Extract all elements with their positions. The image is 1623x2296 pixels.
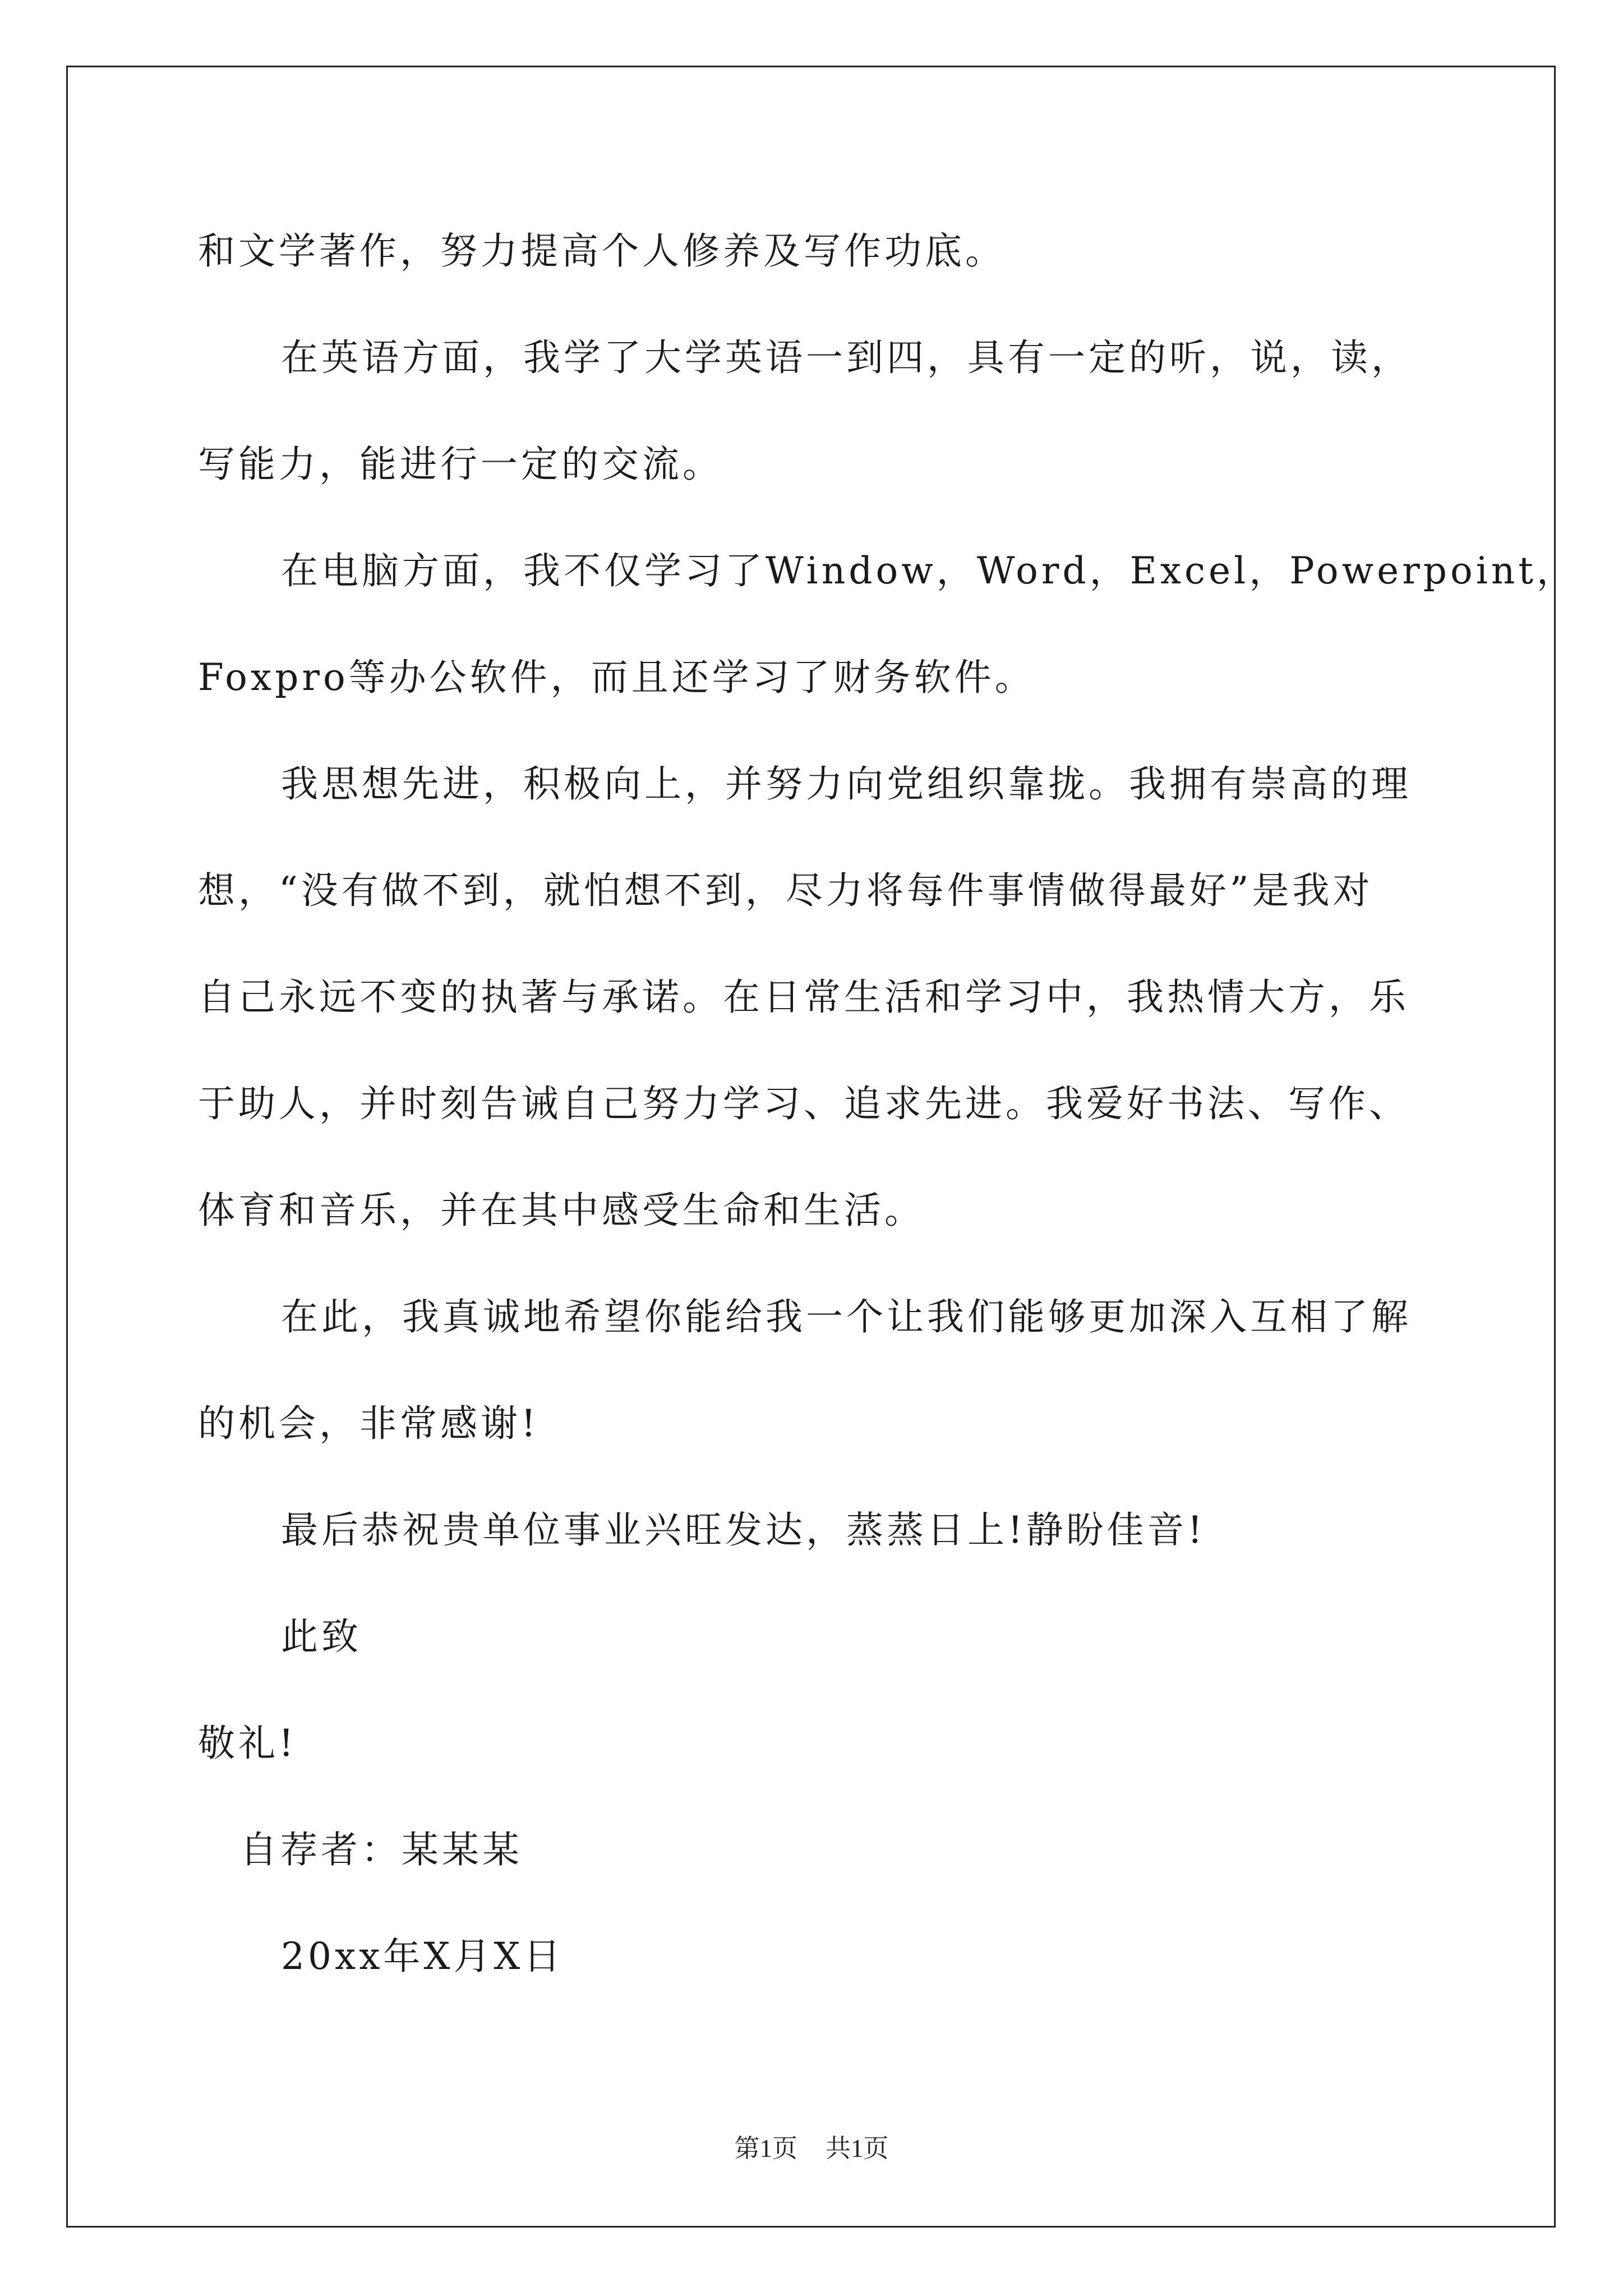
text-line: 写能力，能进行一定的交流。 (198, 443, 723, 486)
text-line: 我思想先进，积极向上，并努力向党组织靠拢。我拥有崇高的理 (281, 762, 1412, 806)
text-line: 在英语方面，我学了大学英语一到四，具有一定的听，说，读， (281, 336, 1412, 379)
text-line: 在电脑方面，我不仅学习了Window，Word，Excel，Powerpoint， (281, 549, 1577, 592)
text-line: Foxpro等办公软件，而且还学习了财务软件。 (198, 656, 1035, 699)
page-footer (0, 2128, 1623, 2164)
text-line: 于助人，并时刻告诫自己努力学习、追求先进。我爱好书法、写作、 (198, 1082, 1409, 1125)
text-line: 自己永远不变的执著与承诺。在日常生活和学习中，我热情大方，乐 (198, 976, 1409, 1019)
text-line: 和文学著作，努力提高个人修养及写作功底。 (198, 229, 1006, 273)
text-line: 的机会，非常感谢! (198, 1402, 540, 1445)
text-line: 想，“没有做不到，就怕想不到，尽力将每件事情做得最好”是我对 (198, 869, 1373, 912)
page-number: 第1页 (734, 2134, 797, 2162)
text-line: 最后恭祝贵单位事业兴旺发达，蒸蒸日上!静盼佳音! (281, 1508, 1206, 1552)
page-border (66, 66, 1556, 2228)
date-line: 20xx年X月X日 (281, 1935, 564, 1978)
text-line: 在此，我真诚地希望你能给我一个让我们能够更加深入互相了解 (281, 1295, 1412, 1338)
closing-salutation: 此致 (281, 1615, 362, 1658)
signature-line: 自荐者：某某某 (240, 1828, 523, 1871)
page-total: 共1页 (826, 2134, 889, 2162)
text-line: 体育和音乐，并在其中感受生命和生活。 (198, 1189, 925, 1232)
closing-regards: 敬礼! (198, 1722, 297, 1765)
